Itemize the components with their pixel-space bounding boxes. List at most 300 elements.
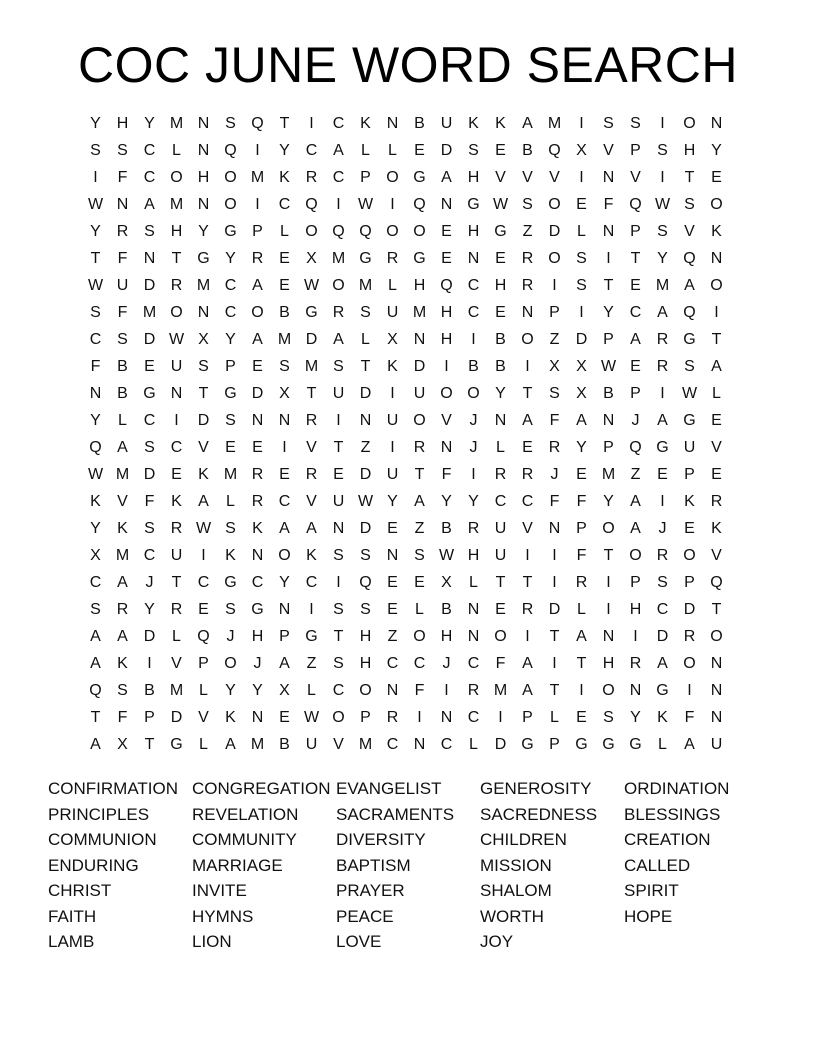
grid-cell: D	[305, 331, 318, 348]
grid-cell: W	[303, 709, 320, 726]
grid-cell: D	[197, 412, 210, 429]
grid-cell: L	[361, 142, 370, 159]
grid-cell: H	[440, 304, 453, 321]
grid-cell: C	[386, 736, 399, 753]
grid-cell: I	[660, 115, 665, 132]
grid-cell: E	[711, 466, 722, 483]
grid-cell: C	[467, 277, 480, 294]
grid-cell: F	[90, 358, 101, 375]
grid-cell: V	[198, 709, 209, 726]
grid-cell: C	[143, 547, 156, 564]
grid-cell: E	[630, 277, 641, 294]
grid-cell: O	[440, 385, 453, 402]
grid-cell: S	[225, 412, 236, 429]
grid-cell: L	[307, 682, 316, 699]
grid-cell: P	[549, 736, 560, 753]
word-list-item: INVITE	[192, 881, 247, 900]
grid-cell: G	[197, 250, 210, 267]
grid-cell: W	[303, 277, 320, 294]
grid-cell: V	[306, 493, 317, 510]
grid-cell: Q	[548, 142, 561, 159]
grid-cell: Q	[710, 574, 723, 591]
grid-cell: M	[547, 115, 562, 132]
grid-cell: C	[467, 655, 480, 672]
grid-cell: B	[414, 115, 425, 132]
grid-cell: K	[171, 493, 182, 510]
grid-cell: W	[681, 385, 698, 402]
grid-cell: N	[386, 115, 399, 132]
grid-cell: C	[278, 493, 291, 510]
grid-cell: Y	[576, 439, 587, 456]
grid-cell: R	[251, 466, 264, 483]
grid-cell: F	[576, 547, 587, 564]
grid-cell: X	[576, 385, 587, 402]
grid-cell: G	[170, 736, 183, 753]
grid-cell: V	[117, 493, 128, 510]
grid-cell: H	[413, 277, 426, 294]
word-list-item: REVELATION	[192, 804, 299, 824]
grid-cell: C	[305, 574, 318, 591]
grid-cell: I	[390, 439, 395, 456]
grid-cell: Q	[683, 250, 696, 267]
grid-cell: R	[683, 628, 696, 645]
grid-cell: Y	[90, 223, 101, 240]
grid-cell: T	[495, 574, 506, 591]
grid-cell: S	[630, 115, 641, 132]
grid-row	[82, 353, 742, 380]
grid-cell: E	[576, 466, 587, 483]
grid-cell: I	[552, 574, 557, 591]
grid-cell: G	[305, 304, 318, 321]
grid-cell: J	[226, 628, 235, 645]
grid-cell: N	[143, 250, 156, 267]
grid-cell: P	[252, 223, 263, 240]
grid-cell: B	[279, 304, 290, 321]
grid-cell: I	[579, 115, 584, 132]
grid-cell: N	[467, 250, 480, 267]
grid-cell: I	[201, 547, 206, 564]
grid-cell: A	[198, 493, 209, 510]
grid-cell: Z	[306, 655, 317, 672]
grid-cell: A	[90, 628, 101, 645]
grid-cell: N	[710, 655, 723, 672]
grid-cell: E	[225, 439, 236, 456]
grid-cell: O	[710, 277, 723, 294]
grid-cell: I	[390, 196, 395, 213]
grid-cell: P	[360, 709, 371, 726]
grid-cell: B	[441, 520, 452, 537]
grid-cell: R	[170, 277, 183, 294]
grid-cell: Y	[90, 115, 101, 132]
grid-cell: M	[196, 277, 211, 294]
grid-cell: K	[117, 655, 128, 672]
grid-cell: I	[309, 601, 314, 618]
grid-cell: X	[441, 574, 452, 591]
grid-cell: C	[224, 277, 237, 294]
grid-cell: O	[413, 223, 426, 240]
grid-cell: A	[90, 736, 101, 753]
grid-cell: F	[117, 304, 128, 321]
grid-cell: K	[117, 520, 128, 537]
grid-cell: W	[357, 493, 374, 510]
grid-cell: Z	[360, 439, 371, 456]
grid-cell: E	[414, 574, 425, 591]
grid-cell: I	[525, 358, 530, 375]
grid-cell: L	[577, 601, 586, 618]
grid-row	[82, 164, 742, 191]
grid-cell: T	[414, 466, 425, 483]
grid-cell: S	[333, 601, 344, 618]
grid-cell: C	[521, 493, 534, 510]
grid-cell: C	[656, 601, 669, 618]
grid-cell: I	[93, 169, 98, 186]
grid-cell: D	[494, 736, 507, 753]
grid-cell: O	[494, 628, 507, 645]
grid-cell: N	[116, 196, 129, 213]
grid-cell: Q	[440, 277, 453, 294]
grid-cell: H	[359, 655, 372, 672]
grid-cell: D	[143, 628, 156, 645]
grid-cell: K	[657, 709, 668, 726]
grid-cell: M	[169, 682, 184, 699]
grid-cell: O	[413, 628, 426, 645]
grid-cell: I	[660, 169, 665, 186]
grid-cell: S	[603, 709, 614, 726]
grid-cell: F	[495, 655, 506, 672]
grid-cell: M	[304, 358, 319, 375]
grid-cell: S	[225, 520, 236, 537]
grid-cell: P	[576, 520, 587, 537]
grid-cell: H	[494, 277, 507, 294]
grid-cell: J	[469, 439, 478, 456]
word-list-item: CONGREGATION	[192, 779, 331, 798]
grid-cell: Q	[683, 304, 696, 321]
word-list-item: GENEROSITY	[480, 779, 592, 798]
grid-cell: W	[87, 277, 104, 294]
grid-cell: Y	[657, 250, 668, 267]
grid-cell: E	[495, 601, 506, 618]
grid-cell: Y	[603, 304, 614, 321]
grid-cell: T	[171, 250, 182, 267]
grid-cell: O	[359, 682, 372, 699]
grid-cell: H	[440, 628, 453, 645]
word-list-item: CREATION	[624, 830, 711, 849]
grid-cell: C	[467, 709, 480, 726]
grid-cell: I	[660, 385, 665, 402]
grid-cell: I	[390, 385, 395, 402]
grid-cell: P	[522, 709, 533, 726]
grid-cell: Q	[332, 223, 345, 240]
grid-cell: S	[279, 358, 290, 375]
grid-cell: U	[386, 304, 399, 321]
grid-cell: F	[144, 493, 155, 510]
grid-cell: O	[602, 682, 615, 699]
grid-cell: O	[224, 169, 237, 186]
grid-cell: L	[172, 142, 181, 159]
grid-cell: M	[115, 466, 130, 483]
grid-cell: M	[169, 196, 184, 213]
grid-cell: E	[441, 223, 452, 240]
grid-cell: S	[225, 601, 236, 618]
grid-cell: S	[576, 277, 587, 294]
grid-row	[82, 326, 742, 353]
grid-cell: P	[198, 655, 209, 672]
grid-cell: E	[657, 466, 668, 483]
grid-cell: I	[714, 304, 719, 321]
grid-cell: R	[467, 520, 480, 537]
grid-cell: M	[250, 736, 265, 753]
word-list-item: LION	[192, 932, 232, 951]
grid-cell: Z	[549, 331, 560, 348]
grid-cell: S	[225, 115, 236, 132]
grid-cell: L	[199, 736, 208, 753]
grid-cell: U	[683, 439, 696, 456]
word-list-item: HYMNS	[192, 906, 254, 926]
grid-cell: C	[629, 304, 642, 321]
grid-cell: T	[333, 628, 344, 645]
grid-cell: V	[495, 169, 506, 186]
grid-cell: A	[576, 412, 587, 429]
grid-cell: L	[388, 142, 397, 159]
grid-cell: C	[386, 655, 399, 672]
grid-cell: V	[171, 655, 182, 672]
grid-cell: C	[332, 682, 345, 699]
grid-cell: O	[629, 547, 642, 564]
grid-cell: S	[684, 358, 695, 375]
grid-cell: L	[199, 682, 208, 699]
grid-cell: I	[282, 439, 287, 456]
grid-cell: L	[658, 736, 667, 753]
grid-cell: I	[255, 196, 260, 213]
word-list-item: ENDURING	[48, 855, 139, 875]
grid-cell: T	[711, 331, 722, 348]
grid-cell: K	[225, 709, 236, 726]
grid-cell: I	[579, 304, 584, 321]
grid-cell: S	[522, 196, 533, 213]
grid-cell: P	[360, 169, 371, 186]
grid-cell: R	[251, 250, 264, 267]
grid-cell: V	[522, 169, 533, 186]
grid-cell: N	[251, 547, 264, 564]
grid-cell: S	[117, 142, 128, 159]
grid-cell: S	[198, 358, 209, 375]
grid-cell: U	[332, 493, 345, 510]
grid-cell: A	[657, 412, 668, 429]
grid-cell: Y	[225, 331, 236, 348]
grid-cell: M	[250, 169, 265, 186]
grid-cell: T	[522, 385, 533, 402]
grid-cell: E	[441, 250, 452, 267]
grid-cell: I	[147, 655, 152, 672]
grid-cell: C	[89, 331, 102, 348]
word-list-item: CALLED	[624, 855, 691, 875]
grid-cell: V	[630, 169, 641, 186]
grid-cell: R	[656, 358, 669, 375]
grid-cell: J	[550, 466, 559, 483]
grid-cell: Q	[251, 115, 264, 132]
grid-cell: X	[387, 331, 398, 348]
grid-row	[82, 434, 742, 461]
grid-row	[82, 650, 742, 677]
grid-cell: R	[116, 601, 129, 618]
grid-cell: N	[467, 601, 480, 618]
grid-cell: X	[90, 547, 101, 564]
grid-cell: O	[683, 547, 696, 564]
grid-cell: Y	[468, 493, 479, 510]
grid-cell: Y	[198, 223, 209, 240]
grid-cell: A	[657, 304, 668, 321]
grid-cell: V	[603, 142, 614, 159]
grid-cell: E	[711, 412, 722, 429]
grid-cell: L	[280, 223, 289, 240]
grid-cell: V	[306, 439, 317, 456]
grid-cell: O	[170, 304, 183, 321]
grid-cell: V	[198, 439, 209, 456]
grid-cell: N	[386, 682, 399, 699]
grid-cell: C	[170, 439, 183, 456]
grid-cell: S	[468, 142, 479, 159]
grid-cell: O	[683, 655, 696, 672]
grid-cell: E	[333, 466, 344, 483]
grid-cell: D	[548, 601, 561, 618]
grid-cell: E	[279, 466, 290, 483]
grid-cell: R	[305, 169, 318, 186]
grid-cell: C	[143, 169, 156, 186]
grid-cell: T	[144, 736, 155, 753]
grid-cell: U	[710, 736, 723, 753]
grid-cell: I	[471, 331, 476, 348]
grid-cell: M	[601, 466, 616, 483]
grid-cell: V	[522, 520, 533, 537]
grid-cell: E	[684, 520, 695, 537]
grid-cell: N	[548, 520, 561, 537]
grid-cell: A	[630, 493, 641, 510]
grid-cell: A	[117, 628, 128, 645]
grid-cell: S	[657, 142, 668, 159]
grid-cell: C	[440, 736, 453, 753]
grid-cell: O	[224, 196, 237, 213]
grid-cell: S	[333, 655, 344, 672]
grid-cell: S	[360, 547, 371, 564]
grid-cell: W	[87, 466, 104, 483]
grid-cell: Q	[629, 196, 642, 213]
grid-cell: I	[174, 412, 179, 429]
grid-cell: G	[656, 682, 669, 699]
grid-cell: N	[359, 412, 372, 429]
grid-cell: T	[360, 358, 371, 375]
grid-cell: L	[469, 736, 478, 753]
grid-cell: G	[683, 412, 696, 429]
grid-cell: A	[252, 331, 263, 348]
grid-cell: E	[495, 304, 506, 321]
word-list-item: FAITH	[48, 906, 97, 926]
grid-cell: A	[333, 142, 344, 159]
grid-cell: A	[306, 520, 317, 537]
grid-cell: X	[279, 682, 290, 699]
grid-cell: C	[143, 412, 156, 429]
grid-cell: N	[251, 412, 264, 429]
grid-cell: W	[492, 196, 509, 213]
grid-cell: X	[576, 142, 587, 159]
grid-cell: S	[603, 115, 614, 132]
grid-cell: Y	[90, 520, 101, 537]
grid-cell: E	[495, 250, 506, 267]
word-list-item: BAPTISM	[336, 855, 411, 875]
grid-cell: X	[279, 385, 290, 402]
grid-cell: A	[684, 736, 695, 753]
grid-cell: O	[332, 277, 345, 294]
grid-cell: K	[468, 115, 479, 132]
grid-cell: I	[471, 466, 476, 483]
grid-cell: S	[360, 304, 371, 321]
grid-cell: G	[602, 736, 615, 753]
grid-cell: I	[336, 412, 341, 429]
grid-cell: U	[305, 736, 318, 753]
grid-cell: Q	[305, 196, 318, 213]
grid-cell: R	[710, 493, 723, 510]
grid-row	[82, 380, 742, 407]
grid-cell: D	[413, 358, 426, 375]
grid-cell: T	[576, 655, 587, 672]
grid-cell: N	[467, 628, 480, 645]
grid-cell: D	[143, 466, 156, 483]
grid-cell: H	[467, 169, 480, 186]
word-list-item: PRINCIPLES	[48, 804, 150, 824]
grid-cell: U	[494, 547, 507, 564]
grid-cell: R	[305, 412, 318, 429]
grid-cell: D	[359, 385, 372, 402]
grid-cell: O	[683, 115, 696, 132]
grid-cell: N	[278, 412, 291, 429]
grid-cell: E	[576, 709, 587, 726]
grid-cell: F	[684, 709, 695, 726]
grid-cell: V	[711, 439, 722, 456]
grid-cell: T	[711, 601, 722, 618]
grid-cell: W	[195, 520, 212, 537]
grid-cell: S	[657, 223, 668, 240]
grid-cell: I	[579, 682, 584, 699]
grid-cell: K	[711, 520, 722, 537]
grid-cell: T	[603, 277, 614, 294]
grid-cell: R	[575, 574, 588, 591]
grid-cell: A	[117, 574, 128, 591]
grid-cell: A	[225, 736, 236, 753]
grid-cell: E	[171, 466, 182, 483]
grid-cell: I	[498, 709, 503, 726]
grid-cell: O	[251, 304, 264, 321]
grid-cell: G	[359, 250, 372, 267]
grid-cell: D	[251, 385, 264, 402]
word-list-item: DIVERSITY	[336, 830, 426, 849]
grid-cell: Q	[224, 142, 237, 159]
grid-cell: J	[442, 655, 451, 672]
grid-cell: E	[387, 574, 398, 591]
grid-cell: E	[252, 358, 263, 375]
grid-cell: X	[576, 358, 587, 375]
grid-cell: K	[198, 466, 209, 483]
grid-cell: P	[603, 439, 614, 456]
grid-cell: G	[224, 385, 237, 402]
grid-cell: M	[331, 250, 346, 267]
grid-cell: N	[494, 412, 507, 429]
grid-cell: B	[495, 331, 506, 348]
grid-cell: N	[602, 412, 615, 429]
grid-cell: I	[417, 709, 422, 726]
grid-cell: M	[493, 682, 508, 699]
grid-cell: D	[359, 466, 372, 483]
word-list-item: CONFIRMATION	[48, 779, 179, 798]
grid-row	[82, 515, 742, 542]
